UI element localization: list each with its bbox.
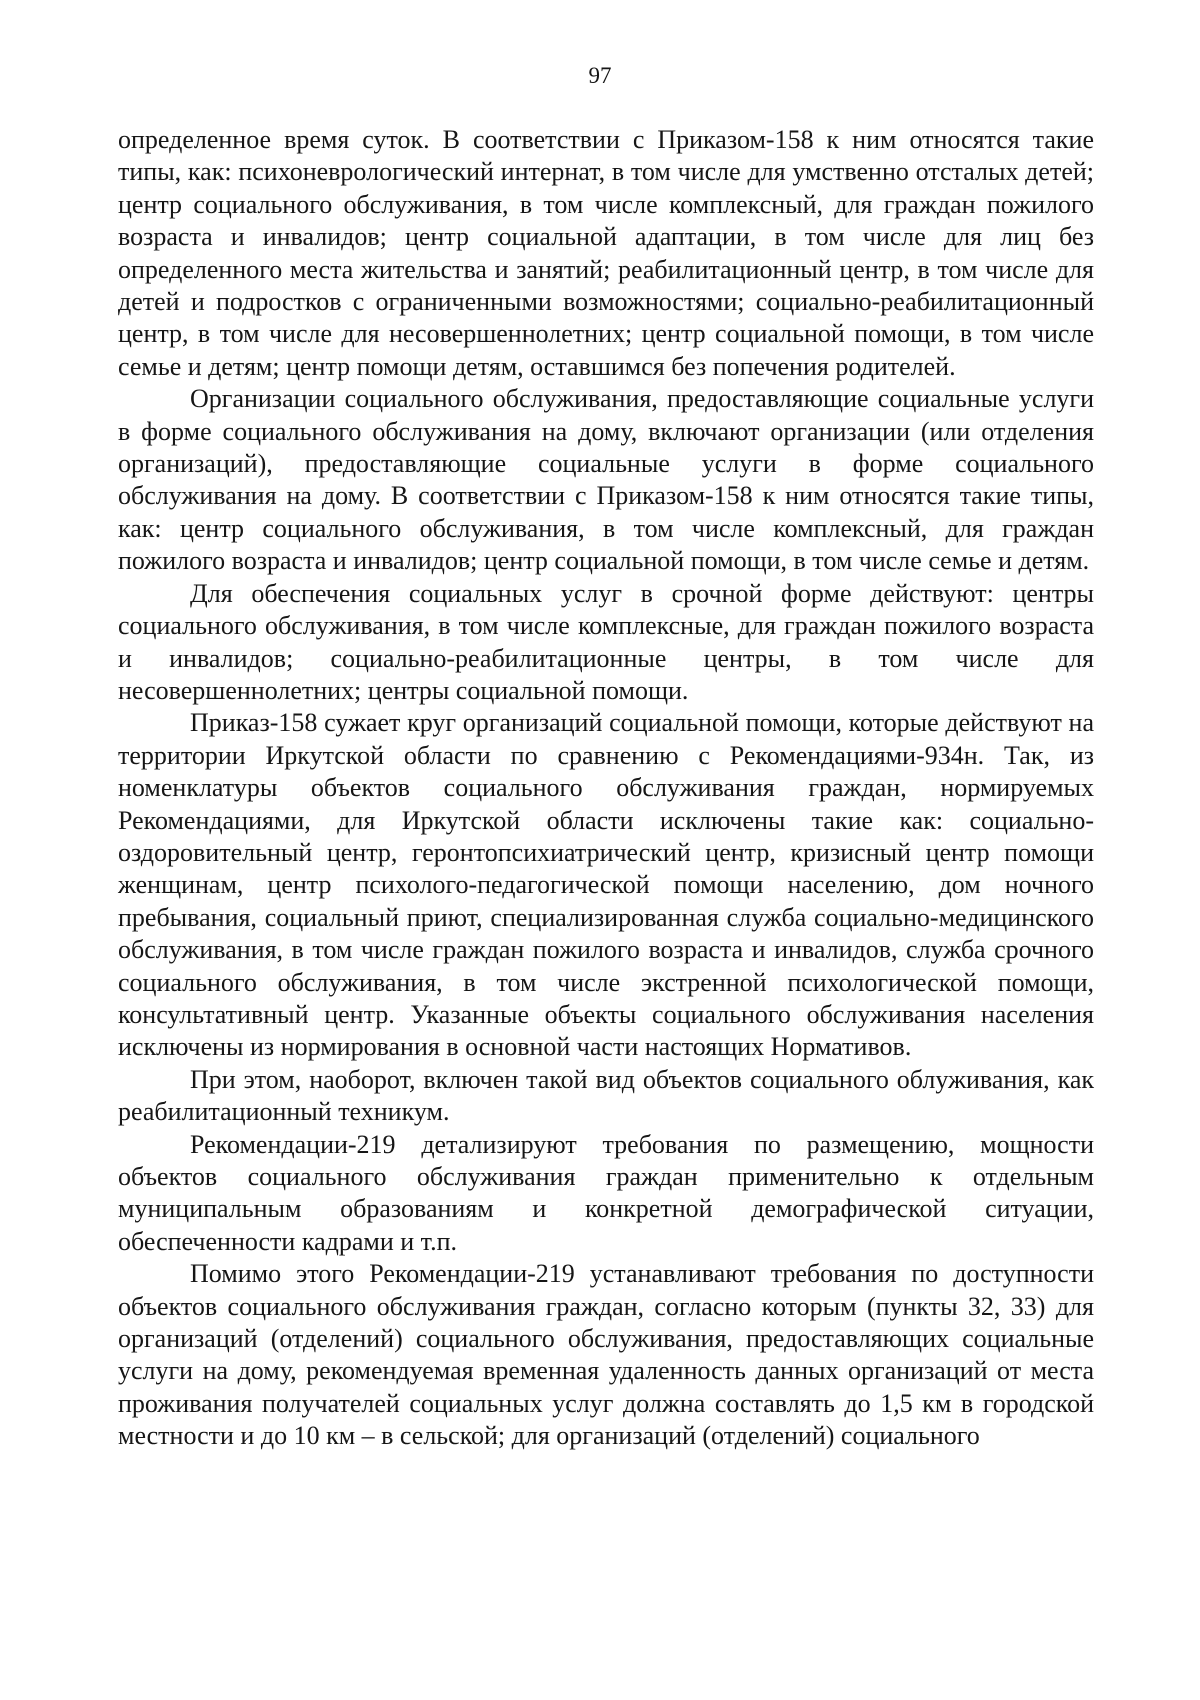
page-number: 97 — [588, 63, 612, 88]
paragraph-order-158-scope: Приказ-158 сужает круг организаций социальной помощи, которые действуют на территории Иркутской области по сравнению с Рекомендациями-934н. Так, из номенклатуры объектов социального обслуживания граждан, нормируемых Рекомендациями, для Иркутской области исключены такие как: социально-оздоровительный центр, геронтопсихиатрический центр, кризисный центр помощи женщинам, центр психолого-педагогической помощи населению, дом ночного пребывания, социальный приют, специализированная служба социально-медицинского обслуживания, в том числе граждан пожилого возраста и инвалидов, служба срочного социального обслуживания, в том числе экстренной психологической помощи, консультативный центр. Указанные объекты социального обслуживания населения исключены из нормирования в основной части настоящих Нормативов. — [118, 708, 1094, 1062]
paragraph-rehab-college: При этом, наоборот, включен такой вид объектов социального облуживания, как реабилитационный техникум. — [118, 1064, 1094, 1127]
paragraph-continued: определенное время суток. В соответствии с Приказом-158 к ним относятся такие типы, как: психоневрологический интернат, в том числе для умственно отсталых детей; центр социального обслуживания, в том числе комплексный, для граждан пожилого возраста и инвалидов; центр социальной адаптации, в том числе для лиц без определенного места жительства и занятий; реабилитационный центр, в том числе для детей и подростков с ограниченными возможностями; социально-реабилитационный центр, в том числе для несовершеннолетних; центр социальной помощи, в том числе семье и детям; центр помощи детям, оставшимся без попечения родителей. — [118, 125, 1094, 381]
paragraph-urgent-services: Для обеспечения социальных услуг в срочной форме действуют: центры социального обслуживания, в том числе комплексные, для граждан пожилого возраста и инвалидов; социально-реабилитационные центры, в том числе для несовершеннолетних; центры социальной помощи. — [118, 578, 1094, 705]
paragraph-accessibility-requirements: Помимо этого Рекомендации-219 устанавливают требования по доступности объектов социального обслуживания граждан, согласно которым (пункты 32, 33) для организаций (отделений) социального обслуживания, предоставляющих социальные услуги на дому, рекомендуемая временная удаленность данных организаций от места проживания получателей социальных услуг должна составлять до 1,5 км в городской местности и до 10 км – в сельской; для организаций (отделений) социального — [118, 1259, 1094, 1451]
paragraph-home-services: Организации социального обслуживания, предоставляющие социальные услуги в форме социального обслуживания на дому, включают организации (или отделения организаций), предоставляющие социальные услуги в форме социального обслуживания на дому. В соответствии с Приказом-158 к ним относятся такие типы, как: центр социального обслуживания, в том числе комплексный, для граждан пожилого возраста и инвалидов; центр социальной помощи, в том числе семье и детям. — [118, 384, 1094, 576]
document-body — [118, 124, 1094, 1453]
paragraph-recommendations-219: Рекомендации-219 детализируют требования по размещению, мощности объектов социального обслуживания граждан применительно к отдельным муниципальным образованиям и конкретной демографической ситуации, обеспеченности кадрами и т.п. — [118, 1129, 1094, 1256]
